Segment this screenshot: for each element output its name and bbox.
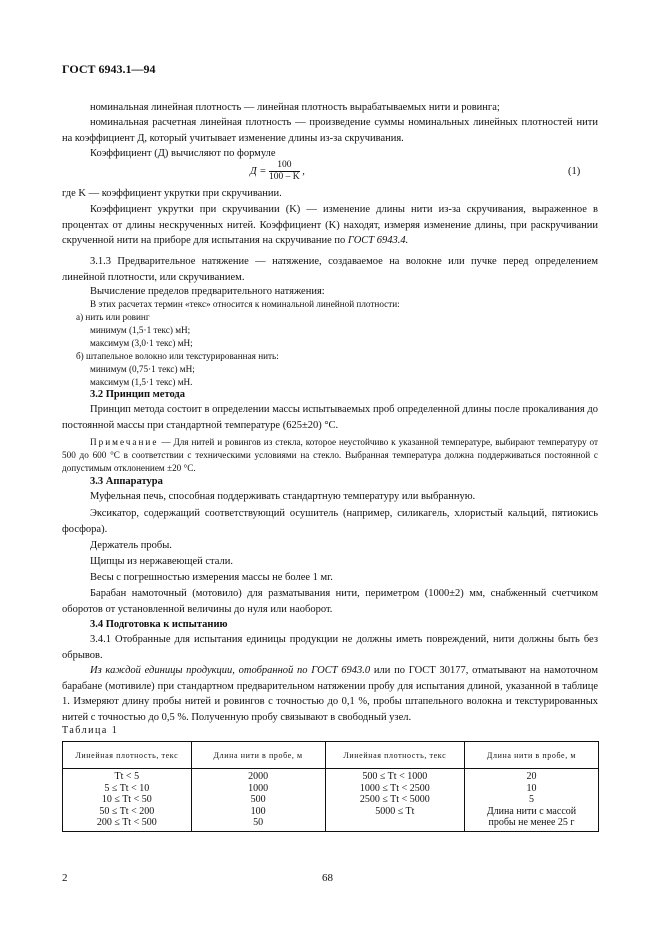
formula-denominator: 100 – K: [269, 172, 300, 182]
paragraph-limits: Вычисление пределов предварительного натяжения:: [90, 286, 325, 297]
table-cell-line: 1000: [248, 782, 269, 794]
note: [62, 436, 598, 475]
table-cell-col1: [63, 769, 192, 832]
table-caption: Таблица 1: [62, 725, 119, 736]
formula-numerator: 100: [269, 160, 300, 172]
table-cell-line: 1000 ≤ Tt < 2500: [359, 782, 430, 794]
table-header: Длина нити в пробе, м: [191, 742, 325, 769]
paragraph-pretension: 3.1.3 Предварительное натяжение — натяжение, создаваемое на волокне или пучке перед определением линейной плотности, или скручиванием.: [62, 256, 598, 283]
list-item: максимум (1,5·1 текс) мН.: [90, 377, 193, 387]
paragraph-sampling: [62, 663, 598, 725]
paragraph-nominal-density: номинальная линейная плотность — линейная плотность вырабатываемых нити и ровинга;: [90, 102, 500, 113]
table-cell-line: 5 ≤ Tt < 10: [104, 782, 150, 794]
sampling-italic: Из каждой единицы продукции, отобранной по ГОСТ 6943.0: [90, 665, 371, 676]
section-3-2-title: 3.2 Принцип метода: [90, 389, 185, 400]
document-header: ГОСТ 6943.1—94: [62, 62, 156, 76]
paragraph-shrinkage: [62, 202, 598, 249]
list-item: минимум (1,5·1 текс) мН;: [90, 325, 191, 335]
table-cell-col4: [464, 769, 598, 832]
table-cell-line: 2000: [248, 771, 269, 782]
paragraph-where-k: где K — коэффициент укрутки при скручивании.: [62, 188, 282, 199]
table-header: Линейная плотность, текс: [63, 742, 192, 769]
table-cell-line: 10 ≤ Tt < 50: [101, 794, 152, 805]
equation-number: (1): [568, 166, 581, 177]
apparatus-desiccator: Эксикатор, содержащий соответствующий осушитель (например, силикагель, хлористый кальций, пятиокись фосфора).: [62, 508, 598, 535]
paragraph-3-4-1: 3.4.1 Отобранные для испытания единицы продукции не должны иметь повреждений, нити должны быть без обрывов.: [62, 634, 598, 661]
paragraph-tex-note: В этих расчетах термин «текс» относится к номинальной линейной плотности:: [90, 299, 400, 309]
table-cell-line: 50: [253, 817, 264, 828]
table-cell-line: 50 ≤ Tt < 200: [99, 805, 155, 817]
apparatus-scales: Весы с погрешностью измерения массы не более 1 мг.: [90, 572, 333, 583]
table-cell-line: 200 ≤ Tt < 500: [96, 817, 157, 828]
shrinkage-text: Коэффициент укрутки при скручивании (K) — изменение длины нити из-за скручивания, выраженное в процентах от длины нескрученных нитей. Коэффициент (K) находят, измеряя изменение длины, при раскручивании скрученной нити на приборе для испытания на скручивание по: [62, 204, 598, 246]
list-item: максимум (3,0·1 текс) мН;: [90, 338, 193, 348]
table-cell-line: пробы не менее 25 г: [488, 817, 575, 828]
section-3-4-title: 3.4 Подготовка к испытанию: [90, 619, 228, 630]
table-cell-line: 500 ≤ Tt < 1000: [362, 771, 428, 782]
formula: [250, 160, 305, 183]
page-number-left: 2: [62, 872, 68, 884]
apparatus-drum: Барабан намоточный (мотовило) для разматывания нити, периметром (1000±2) мм, снабженный счетчиком оборотов от установленной величины до нуля или наоборот.: [62, 588, 598, 615]
paragraph-coefficient-intro: Коэффициент (Д) вычисляют по формуле: [90, 148, 276, 159]
table-cell-line: Длина нити с массой: [486, 805, 577, 817]
paragraph-nominal-calc-density: номинальная расчетная линейная плотность — произведение суммы номинальных линейных плотностей нити на коэффициент Д, который учитывает изменение длины из-за скручивания.: [62, 117, 598, 144]
table-cell-line: 100: [250, 805, 266, 817]
note-label: Примечание: [90, 437, 159, 447]
list-pretension: [76, 311, 576, 389]
formula-fraction: [269, 160, 300, 183]
list-item: а) нить или ровинг: [76, 312, 150, 322]
table-cell-col2: [191, 769, 325, 832]
table-cell-line: 20: [526, 771, 537, 782]
note-text: — Для нитей и ровингов из стекла, которое неустойчиво к указанной температуре, выбирают температуру от 500 до 600 °С в соответствии с техническими условиями на стекло. Выбранная температура должна поддерживаться постоянной с допустимым отклонением ±20 °С.: [62, 437, 598, 473]
formula-tail: ,: [302, 165, 305, 177]
formula-lhs: Д =: [250, 165, 270, 177]
table-cell-line: 10: [526, 782, 537, 794]
table-row: [63, 769, 599, 832]
paragraph-principle: Принцип метода состоит в определении массы испытываемых проб определенной длины после прокаливания до постоянной массы при стандартной температуре (625±20) °С.: [62, 404, 598, 431]
apparatus-furnace: Муфельная печь, способная поддерживать стандартную температуру или выбранную.: [90, 491, 476, 502]
apparatus-holder: Держатель пробы.: [90, 540, 172, 551]
list-item: б) штапельное волокно или текстурированная нить:: [76, 351, 279, 361]
gost-reference: ГОСТ 6943.4.: [347, 235, 409, 246]
apparatus-tongs: Щипцы из нержавеющей стали.: [90, 556, 233, 567]
table-header: Длина нити в пробе, м: [464, 742, 598, 769]
table-cell-line: 5000 ≤ Tt: [375, 805, 415, 817]
table-1: [62, 741, 599, 832]
table-cell-line: Tt < 5: [114, 771, 140, 782]
table-cell-line: 500: [250, 794, 266, 805]
sampling-text: или по ГОСТ 30177, отматывают на намоточном барабане (мотивиле) при стандартном предварительном натяжении пробу для испытания длиной, указанной в таблице 1. Измеряют длину пробы нитей и ровингов с точностью до 0,1 %, пробы штапельного волокна и текстурированных нитей с точностью до 0,5 %. Полученную пробу связывают в свободный узел.: [62, 665, 598, 723]
table-cell-line: 5: [528, 794, 534, 805]
page-number-center: 68: [322, 872, 333, 884]
table-cell-col3: [325, 769, 464, 832]
section-3-3-title: 3.3 Аппаратура: [90, 476, 163, 487]
table-header: Линейная плотность, текс: [325, 742, 464, 769]
list-item: минимум (0,75·1 текс) мН;: [90, 364, 195, 374]
table-header-row: [63, 742, 599, 769]
table-cell-line: 2500 ≤ Tt < 5000: [359, 794, 430, 805]
